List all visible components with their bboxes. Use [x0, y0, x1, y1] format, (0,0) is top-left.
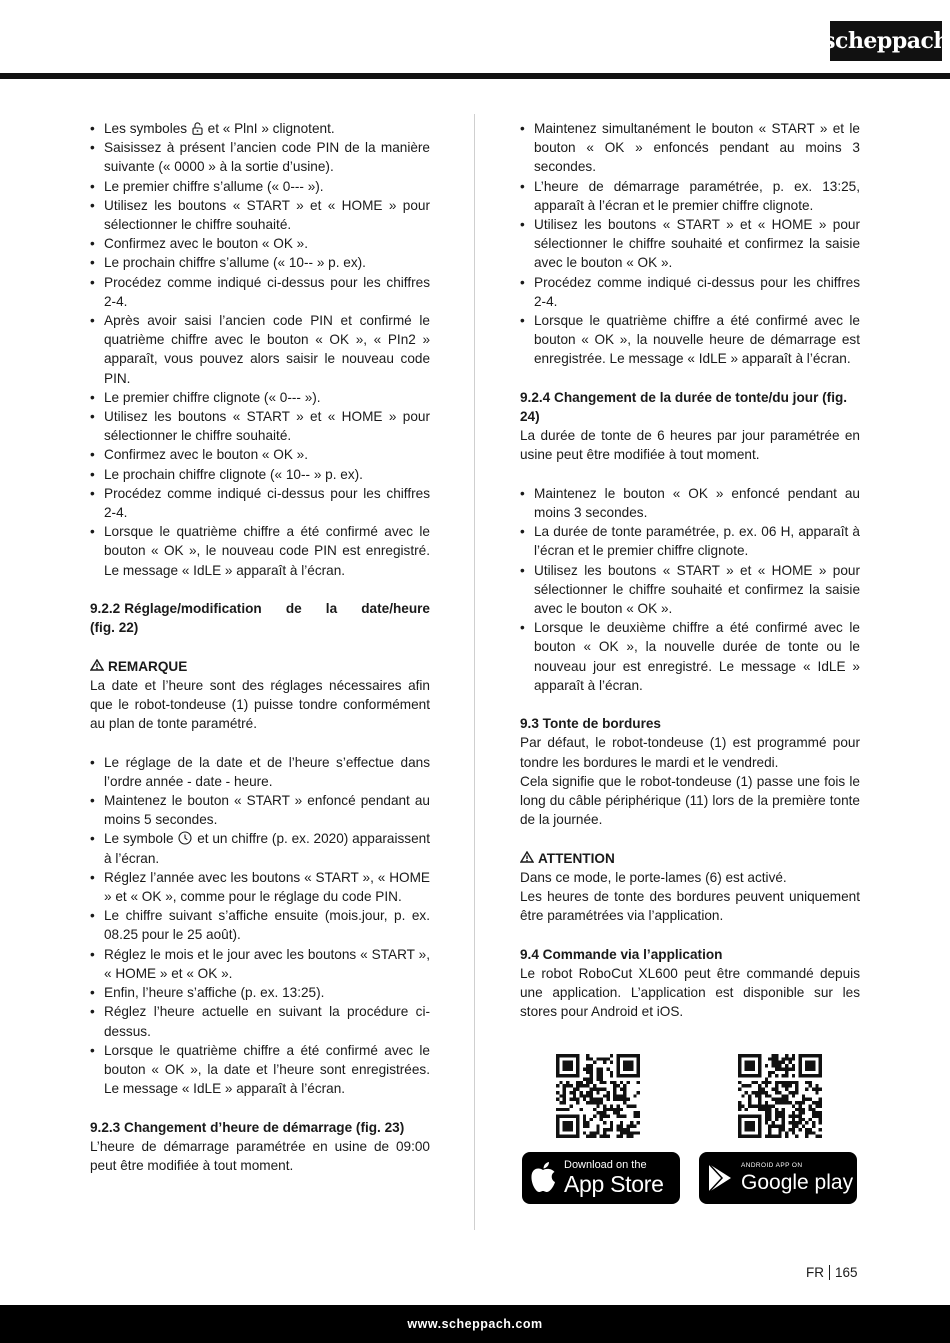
list-item: • Lorsque le quatrième chiffre a été confirmé avec le bouton « OK », le nouveau code PIN est enregistré. Le message « IdLE » apparaît à l’écran. [90, 522, 430, 580]
list-item: • Le réglage de la date et de l’heure s’effectue dans l’ordre année - date - heure. [90, 753, 430, 791]
lock-open-icon [192, 122, 203, 135]
list-item: • Lorsque le deuxième chiffre a été confirmé avec le bouton « OK », la nouvelle durée de tonte ou le nouveau jour est enregistré. Le message « IdLE » apparaît à l’écran. [520, 618, 860, 695]
warning-icon [520, 851, 534, 863]
list-item: • Utilisez les boutons « START » et « HOME » pour sélectionner le chiffre souhaité et confirmez la saisie avec le bouton « OK ». [520, 215, 860, 273]
attention-text-2: Les heures de tonte des bordures peuvent uniquement être paramétrées via l’application. [520, 889, 860, 924]
list-item: • Maintenez le bouton « START » enfoncé pendant au moins 5 secondes. [90, 791, 430, 829]
list-item: • Lorsque le quatrième chiffre a été confirmé avec le bouton « OK », la nouvelle heure de démarrage est enregistrée. Le message « IdLE » apparaît à l’écran. [520, 311, 860, 369]
heading-9-2-2: 9.2.2 Réglage/modification de la date/heure [90, 601, 430, 617]
list-item: • Confirmez avec le bouton « OK ». [90, 445, 430, 464]
list-item: • Le symbole et un chiffre (p. ex. 2020) apparaissent à l’écran. [90, 829, 430, 867]
header-rule [0, 73, 950, 79]
heading-9-2-3: 9.2.3 Changement d’heure de démarrage (fig. 23) [90, 1119, 405, 1135]
list-item: • Réglez le mois et le jour avec les boutons « START », « HOME » et « OK ». [90, 945, 430, 983]
apple-icon [522, 1161, 564, 1195]
page-number: FR 165 [806, 1265, 858, 1280]
list-item: • Le premier chiffre clignote (« 0--- »). [90, 388, 430, 407]
list-item: • Procédez comme indiqué ci-dessus pour les chiffres 2-4. [90, 484, 430, 522]
play-store-icon [699, 1162, 741, 1194]
list-item: • Réglez l’année avec les boutons « START », « HOME » et « OK », comme pour le réglage du code PIN. [90, 868, 430, 906]
qr-codes [520, 1054, 860, 1138]
list-item: • Le prochain chiffre clignote (« 10-- » p. ex). [90, 465, 430, 484]
app-control-text: Le robot RoboCut XL600 peut être commandé depuis une application. L’application est disponible sur les stores pour Android et iOS. [520, 965, 860, 1020]
list-item: • Saisissez à présent l’ancien code PIN de la manière suivante (« 0000 » à la sortie d’usine). [90, 138, 430, 176]
android-qr-code[interactable] [738, 1054, 822, 1138]
attention-text-1: Dans ce mode, le porte-lames (6) est activé. [520, 869, 787, 885]
list-item: • L’heure de démarrage paramétrée, p. ex. 13:25, apparaît à l’écran et le premier chiffre clignote. [520, 177, 860, 215]
attention-heading: ATTENTION [520, 849, 860, 868]
list-item: • Utilisez les boutons « START » et « HOME » pour sélectionner le chiffre souhaité et confirmez la saisie avec le bouton « OK ». [520, 561, 860, 619]
list-item: • Le chiffre suivant s’affiche ensuite (mois.jour, p. ex. 08.25 pour le 25 août). [90, 906, 430, 944]
brand-logo: scheppach [830, 21, 942, 61]
left-column [90, 119, 430, 1175]
heading-9-2-2-fig: (fig. 22) [90, 620, 139, 636]
edge-mowing-text-2: Cela signifie que le robot-tondeuse (1) passe une fois le long du câble périphérique (11) lors de la première tonte de la journée. [520, 773, 860, 828]
footer-url[interactable]: www.scheppach.com [0, 1305, 950, 1343]
start-time-steps-list [520, 119, 860, 369]
heading-9-2-4-text: La durée de tonte de 6 heures par jour paramétrée en usine peut être modifiée à tout moment. [520, 428, 860, 463]
right-column [520, 119, 860, 1021]
app-store-badge[interactable]: Download on the App Store [522, 1152, 680, 1204]
list-item: • Confirmez avec le bouton « OK ». [90, 234, 430, 253]
heading-9-2-3-text: L’heure de démarrage paramétrée en usine de 09:00 peut être modifiée à tout moment. [90, 1138, 430, 1173]
list-item: • La durée de tonte paramétrée, p. ex. 06 H, apparaît à l’écran et le premier chiffre clignote. [520, 522, 860, 560]
list-item: • Maintenez simultanément le bouton « START » et le bouton « OK » enfoncés pendant au moins 3 secondes. [520, 119, 860, 177]
duration-steps-list [520, 484, 860, 695]
list-item: • Utilisez les boutons « START » et « HOME » pour sélectionner le chiffre souhaité. [90, 196, 430, 234]
edge-mowing-text-1: Par défaut, le robot-tondeuse (1) est programmé pour tondre les bordures le mardi et le vendredi. [520, 735, 860, 770]
pin-steps-list [90, 119, 430, 580]
warning-icon [90, 659, 104, 671]
ios-qr-code[interactable] [556, 1054, 640, 1138]
list-item: • Maintenez le bouton « OK » enfoncé pendant au moins 3 secondes. [520, 484, 860, 522]
list-item: • Lorsque le quatrième chiffre a été confirmé avec le bouton « OK », la date et l’heure sont enregistrées. Le message « IdLE » apparaît à l’écran. [90, 1041, 430, 1099]
list-item: • Réglez l’heure actuelle en suivant la procédure ci-dessus. [90, 1002, 430, 1040]
list-item: • Le premier chiffre s’allume (« 0--- »). [90, 177, 430, 196]
remark-text: La date et l’heure sont des réglages nécessaires afin que le robot-tondeuse (1) puisse tondre conformément au plan de tonte paramétré. [90, 677, 430, 732]
list-item: • Utilisez les boutons « START » et « HOME » pour sélectionner le chiffre souhaité. [90, 407, 430, 445]
heading-9-4: 9.4 Commande via l’application [520, 946, 723, 962]
list-item: • Après avoir saisi l’ancien code PIN et confirmé le quatrième chiffre avec le bouton « OK », « PIn2 » apparaît, vous pouvez alors saisir le nouveau code PIN. [90, 311, 430, 388]
date-steps-list [90, 753, 430, 1099]
list-item: • Procédez comme indiqué ci-dessus pour les chiffres 2-4. [520, 273, 860, 311]
list-item: • Enfin, l’heure s’affiche (p. ex. 13:25). [90, 983, 430, 1002]
remark-heading: REMARQUE [90, 657, 430, 676]
clock-icon [178, 831, 192, 845]
list-item: • Procédez comme indiqué ci-dessus pour les chiffres 2-4. [90, 273, 430, 311]
heading-9-3: 9.3 Tonte de bordures [520, 716, 661, 732]
google-play-badge[interactable]: ANDROID APP ON Google play [699, 1152, 857, 1204]
column-divider [474, 114, 475, 1230]
list-item: • Les symboles et « PlnI » clignotent. [90, 119, 430, 138]
heading-9-2-4: 9.2.4 Changement de la durée de tonte/du jour (fig. 24) [520, 389, 848, 425]
list-item: • Le prochain chiffre s’allume (« 10-- » p. ex). [90, 253, 430, 272]
